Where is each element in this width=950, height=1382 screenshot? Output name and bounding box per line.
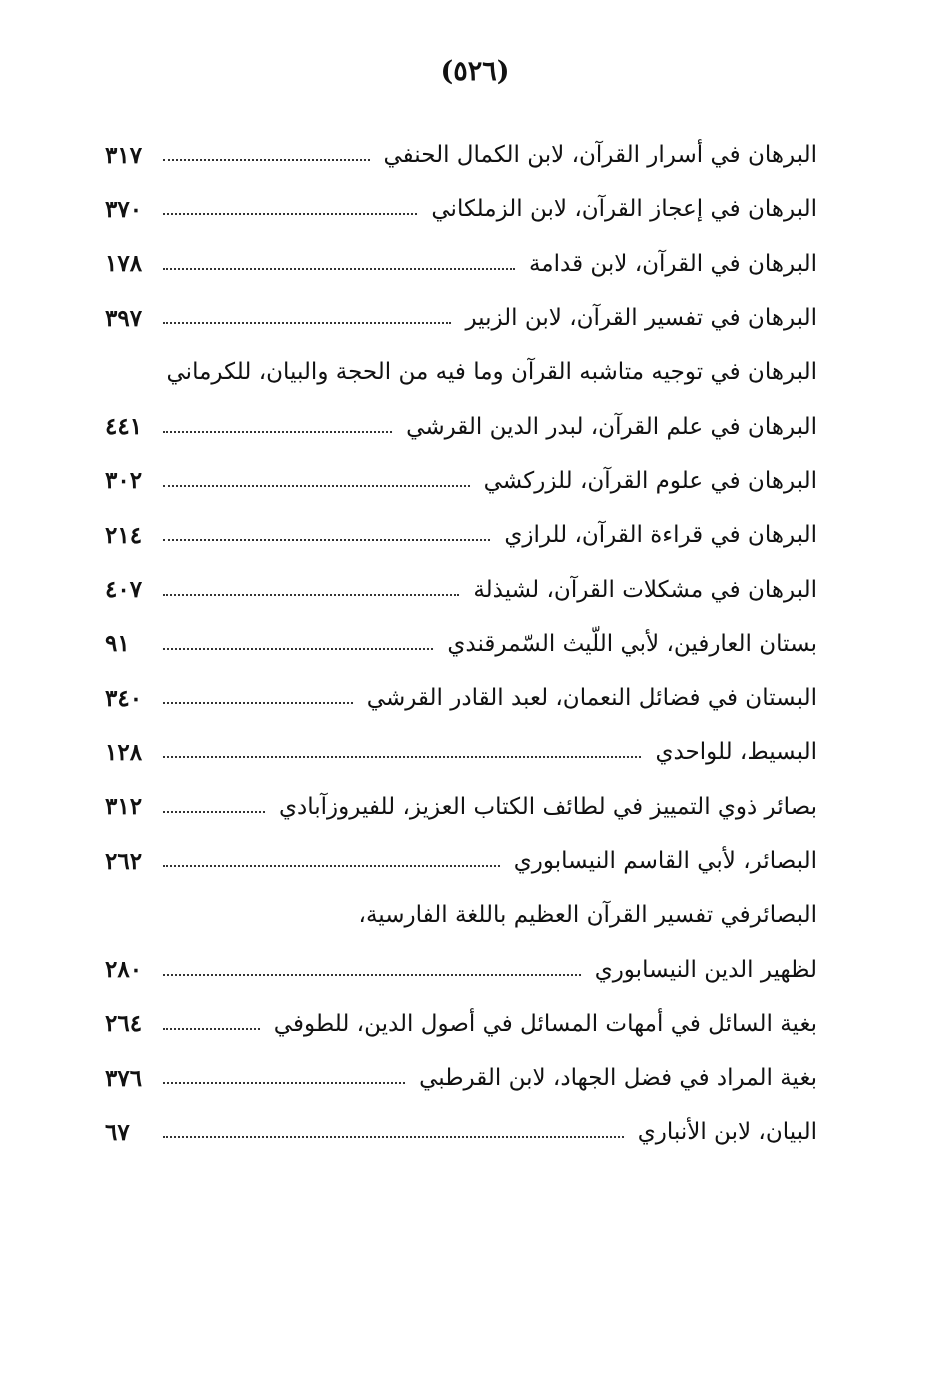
dot-leader — [163, 431, 392, 433]
index-entry — [105, 671, 817, 725]
dot-leader — [163, 322, 451, 324]
entry-title: البرهان في علم القرآن، لبدر الدين القرشي — [406, 413, 817, 440]
entry-page-number: ٢٦٢ — [105, 847, 143, 875]
dot-leader — [163, 594, 459, 596]
entry-title: البرهان في توجيه متاشبه القرآن وما فيه من الحجة والبيان، للكرماني — [166, 359, 817, 386]
index-entry — [105, 780, 817, 834]
dot-leader — [163, 1082, 405, 1084]
entry-title: بصائر ذوي التمييز في لطائف الكتاب العزيز، للفيروزآبادي — [279, 793, 817, 820]
entry-title: البرهان في أسرار القرآن، لابن الكمال الحنفي — [383, 142, 817, 169]
index-entry — [105, 562, 817, 616]
entry-page-number: ٢١٤ — [105, 521, 143, 549]
entry-title: البرهان في القرآن، لابن قدامة — [528, 250, 817, 277]
index-entry — [105, 834, 817, 888]
index-entry — [105, 345, 817, 399]
entry-title: البصائرفي تفسير القرآن العظيم باللغة الفارسية، — [358, 902, 817, 929]
dot-leader — [163, 648, 433, 650]
entry-title: البرهان في علوم القرآن، للزركشي — [483, 467, 817, 494]
entry-title: البيان، لابن الأنباري — [637, 1119, 817, 1146]
entry-page-number: ٣١٢ — [105, 793, 143, 821]
index-entry — [105, 237, 817, 291]
entry-title: بستان العارفين، لأبي اللّيث السّمرقندي — [447, 630, 817, 657]
entry-page-number: ٣١٧ — [105, 141, 143, 169]
entry-page-number: ٤٤١ — [105, 413, 143, 441]
entry-title: البستان في فضائل النعمان، لعبد القادر القرشي — [366, 685, 817, 712]
entry-page-number: ٣٩٧ — [105, 304, 143, 332]
entry-title: لظهير الدين النيسابوري — [594, 956, 817, 983]
entry-page-number: ٣٠٢ — [105, 467, 143, 495]
entry-page-number: ١٧٨ — [105, 250, 143, 278]
entry-page-number: ٣٤٠ — [105, 684, 143, 712]
entry-title: البرهان في قراءة القرآن، للرازي — [504, 522, 817, 549]
entry-page-number: ٢٨٠ — [105, 956, 143, 984]
index-entry — [105, 508, 817, 562]
entry-page-number: ٣٧٠ — [105, 195, 143, 223]
index-entry — [105, 454, 817, 508]
index-entry — [105, 888, 817, 942]
entry-page-number: ٦٧ — [105, 1118, 130, 1146]
dot-leader — [163, 268, 515, 270]
entry-page-number: ٤٠٧ — [105, 576, 143, 604]
dot-leader — [163, 1136, 624, 1138]
entry-title: البرهان في مشكلات القرآن، لشيذلة — [473, 576, 817, 603]
entry-title: البرهان في إعجاز القرآن، لابن الزملكاني — [431, 196, 817, 223]
entry-page-number: ٣٧٦ — [105, 1064, 143, 1092]
dot-leader — [163, 974, 581, 976]
index-entry — [105, 1051, 817, 1105]
index-entry — [105, 1105, 817, 1159]
index-list — [105, 128, 817, 1160]
dot-leader — [163, 1028, 260, 1030]
dot-leader — [163, 213, 417, 215]
index-entry — [105, 997, 817, 1051]
dot-leader — [163, 159, 370, 161]
index-entry — [105, 617, 817, 671]
dot-leader — [163, 865, 500, 867]
entry-page-number: ١٢٨ — [105, 738, 143, 766]
page-number: (٥٢٦) — [440, 56, 510, 87]
entry-page-number: ٩١ — [105, 630, 130, 658]
index-entry — [105, 725, 817, 779]
dot-leader — [163, 811, 265, 813]
index-entry — [105, 399, 817, 453]
dot-leader — [163, 756, 641, 758]
entry-title: البرهان في تفسير القرآن، لابن الزبير — [465, 305, 817, 332]
index-entry — [105, 942, 817, 996]
entry-title: البسيط، للواحدي — [655, 739, 817, 766]
index-entry — [105, 182, 817, 236]
dot-leader — [163, 539, 490, 541]
entry-title: البصائر، لأبي القاسم النيسابوري — [513, 848, 817, 874]
index-entry — [105, 128, 817, 182]
entry-title: بغية السائل في أمهات المسائل في أصول الدين، للطوفي — [273, 1010, 817, 1037]
entry-title: بغية المراد في فضل الجهاد، لابن القرطبي — [419, 1065, 817, 1092]
dot-leader — [163, 485, 470, 487]
entry-page-number: ٢٦٤ — [105, 1010, 143, 1038]
index-entry — [105, 291, 817, 345]
dot-leader — [163, 702, 353, 704]
